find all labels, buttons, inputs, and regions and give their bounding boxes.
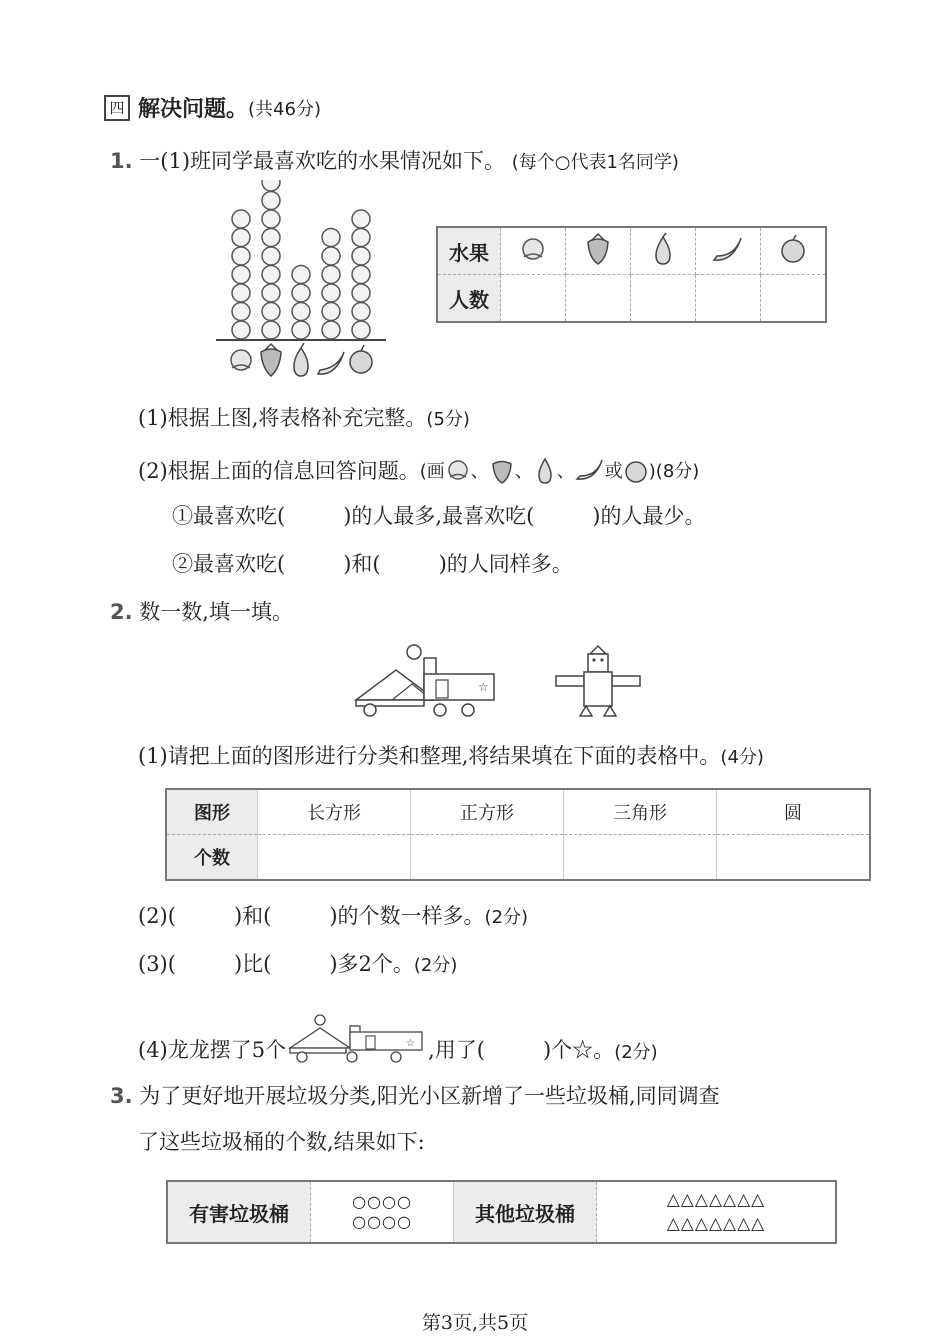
section-header	[104, 92, 321, 123]
truck-figure-small	[286, 1014, 428, 1064]
truck-figure	[350, 638, 500, 720]
star-icon: ☆	[406, 1038, 416, 1049]
answer-cell[interactable]	[717, 835, 871, 881]
pictograph-circle-banana	[322, 321, 340, 339]
q2-sub1-label: (1)请把上面的图形进行分类和整理,将结果填在下面的表格中。	[138, 744, 721, 768]
pictograph-circle-apple	[352, 210, 370, 228]
q2-sub4-score: (2分)	[614, 1042, 658, 1063]
peach-icon	[523, 239, 543, 259]
fruit-table	[436, 226, 827, 323]
page-footer: 第3页,共5页	[421, 1312, 529, 1334]
q2-sub2-text-c: )的个数一样多。	[329, 904, 485, 928]
pictograph-circle-pear	[292, 303, 310, 321]
pictograph-circle-peach	[232, 321, 250, 339]
bin-row	[167, 1181, 836, 1243]
peach-icon	[231, 350, 251, 370]
q1-sub2-hint-suffix: )(8分)	[648, 461, 700, 482]
q1-answer1	[172, 500, 705, 530]
bin-table	[166, 1180, 837, 1244]
q3-number: 3.	[110, 1084, 133, 1108]
pictograph-circle-peach	[232, 229, 250, 247]
q1-sub1-label: (1)根据上图,将表格补充完整。	[138, 406, 427, 430]
apple-icon	[782, 235, 804, 262]
answer-cell[interactable]	[566, 275, 631, 323]
q3-prompt-line1	[110, 1080, 720, 1110]
answer-cell[interactable]	[564, 835, 717, 881]
pictograph-circle-pear	[292, 321, 310, 339]
q1-sub2	[138, 455, 699, 485]
shape-count-row	[166, 835, 870, 881]
hint-separator: 、	[514, 461, 533, 482]
robot-figure	[552, 642, 670, 722]
q2-sub2-score: (2分)	[484, 907, 529, 928]
q3-prompt-line2	[138, 1126, 425, 1156]
hint-separator: 、	[556, 461, 575, 482]
col-rectangle: 长方形	[258, 789, 411, 835]
count-row-header: 人数	[437, 275, 501, 323]
fruit-pictograph	[210, 180, 390, 380]
pear-icon	[656, 233, 670, 264]
pictograph-circle-peach	[232, 210, 250, 228]
pictograph-circle-strawberry	[262, 247, 280, 265]
pictograph-circle-strawberry	[262, 303, 280, 321]
table-cell-strawberry	[566, 227, 631, 275]
harmful-bin-row-2: ○○○○	[352, 1212, 412, 1231]
answer-cell[interactable]	[631, 275, 696, 323]
banana-icon	[318, 352, 344, 374]
pictograph-circle-pear	[292, 284, 310, 302]
star-icon: ☆	[478, 680, 489, 694]
table-cell-pear	[631, 227, 696, 275]
strawberry-icon	[588, 234, 608, 264]
q2-sub4-text-a: (4)龙龙摆了5个	[138, 1038, 287, 1062]
table-cell-peach	[501, 227, 566, 275]
pictograph-circle-strawberry	[262, 180, 280, 191]
col-circle: 圆	[717, 789, 871, 835]
q2-sub1	[138, 740, 764, 770]
pictograph-circle-peach	[232, 303, 250, 321]
banana-icon	[575, 457, 605, 483]
q1-sub1-score: (5分)	[426, 409, 470, 430]
table-cell-apple	[761, 227, 827, 275]
peach-icon	[445, 457, 471, 483]
q1-prompt	[110, 145, 679, 175]
q2-sub2-text-b: )和(	[233, 904, 272, 928]
answer2-text-a: ②最喜欢吃(	[172, 552, 286, 576]
answer1-text-c: )的人最少。	[592, 504, 706, 528]
fruit-row-header: 水果	[437, 227, 501, 275]
count-row	[437, 275, 826, 323]
hint-or: 或	[604, 461, 623, 482]
shape-table	[165, 788, 871, 881]
q1-answer2	[172, 548, 573, 578]
fruit-row	[437, 227, 826, 275]
harmful-bin-marks	[311, 1181, 454, 1243]
pear-icon	[294, 343, 308, 376]
other-bin-row-2: △△△△△△△	[666, 1214, 766, 1234]
answer1-text-a: ①最喜欢吃(	[172, 504, 286, 528]
table-cell-banana	[696, 227, 761, 275]
q1-number: 1.	[110, 149, 133, 173]
q1-text: 一(1)班同学最喜欢吃的水果情况如下。	[139, 149, 506, 173]
q2-sub3-text-a: (3)(	[138, 952, 176, 976]
pictograph-circle-pear	[292, 266, 310, 284]
other-bin-marks	[597, 1181, 837, 1243]
pictograph-circle-peach	[232, 266, 250, 284]
q1-sub1	[138, 402, 470, 432]
q2-sub3-score: (2分)	[413, 955, 458, 976]
pictograph-circle-strawberry	[262, 321, 280, 339]
pictograph-circle-apple	[352, 266, 370, 284]
hint-separator: 、	[470, 461, 489, 482]
col-square: 正方形	[411, 789, 564, 835]
pictograph-circle-apple	[352, 247, 370, 265]
section-title: 解决问题。	[138, 97, 249, 122]
q1-sub2-hint-prefix: (画	[419, 461, 445, 482]
q1-sub2-label: (2)根据上面的信息回答问题。	[138, 459, 420, 483]
pictograph-circle-strawberry	[262, 266, 280, 284]
q2-sub1-score: (4分)	[720, 747, 764, 768]
answer-cell[interactable]	[258, 835, 411, 881]
pictograph-circle-banana	[322, 247, 340, 265]
pictograph-circle-strawberry	[262, 210, 280, 228]
q2-sub3	[138, 948, 457, 978]
pictograph-circle-apple	[352, 321, 370, 339]
apple-icon	[623, 456, 649, 484]
q2-prompt	[110, 596, 293, 626]
section-score: (共46分)	[248, 98, 321, 120]
pictograph-circle-banana	[322, 229, 340, 247]
answer-cell[interactable]	[696, 275, 761, 323]
pictograph-circle-peach	[232, 247, 250, 265]
q2-sub2	[138, 900, 528, 930]
q2-sub4-text-b: ,用了(	[428, 1038, 485, 1062]
strawberry-icon	[489, 455, 515, 485]
answer1-text-b: )的人最多,最喜欢吃(	[343, 504, 535, 528]
q3-text-line2: 了这些垃圾桶的个数,结果如下:	[138, 1130, 425, 1154]
answer-cell[interactable]	[411, 835, 564, 881]
pictograph-circle-strawberry	[262, 284, 280, 302]
banana-icon	[714, 238, 741, 260]
pear-icon	[533, 456, 557, 484]
pictograph-circle-apple	[352, 229, 370, 247]
pictograph-circle-apple	[352, 284, 370, 302]
pictograph-circle-banana	[322, 284, 340, 302]
pictograph-circle-peach	[232, 284, 250, 302]
shape-row-header: 图形	[166, 789, 258, 835]
section-number: 四	[104, 95, 130, 121]
q3-text-line1: 为了更好地开展垃圾分类,阳光小区新增了一些垃圾桶,同同调查	[139, 1084, 720, 1108]
apple-icon	[350, 345, 372, 373]
other-bin-label: 其他垃圾桶	[454, 1181, 597, 1243]
other-bin-row-1: △△△△△△△	[666, 1190, 766, 1210]
pictograph-circle-apple	[352, 303, 370, 321]
harmful-bin-label: 有害垃圾桶	[167, 1181, 311, 1243]
q2-number: 2.	[110, 600, 133, 624]
q2-sub2-text-a: (2)(	[138, 904, 176, 928]
answer2-text-c: )的人同样多。	[438, 552, 573, 576]
answer2-text-b: )和(	[343, 552, 381, 576]
q2-sub3-text-b: )比(	[233, 952, 272, 976]
q2-sub4-text-c: )个☆。	[542, 1038, 615, 1062]
shape-header-row	[166, 789, 870, 835]
q2-sub3-text-c: )多2个。	[329, 952, 414, 976]
q2-text: 数一数,填一填。	[139, 600, 293, 624]
q1-note: (每个○代表1名同学)	[511, 152, 679, 173]
pictograph-circle-banana	[322, 266, 340, 284]
pictograph-circle-strawberry	[262, 229, 280, 247]
pictograph-circle-banana	[322, 303, 340, 321]
col-triangle: 三角形	[564, 789, 717, 835]
count-row-header: 个数	[166, 835, 258, 881]
answer-cell[interactable]	[501, 275, 566, 323]
harmful-bin-row-1: ○○○○	[352, 1192, 412, 1211]
strawberry-icon	[261, 344, 281, 376]
answer-cell[interactable]	[761, 275, 827, 323]
pictograph-circle-strawberry	[262, 192, 280, 210]
q2-sub4	[138, 1014, 658, 1064]
